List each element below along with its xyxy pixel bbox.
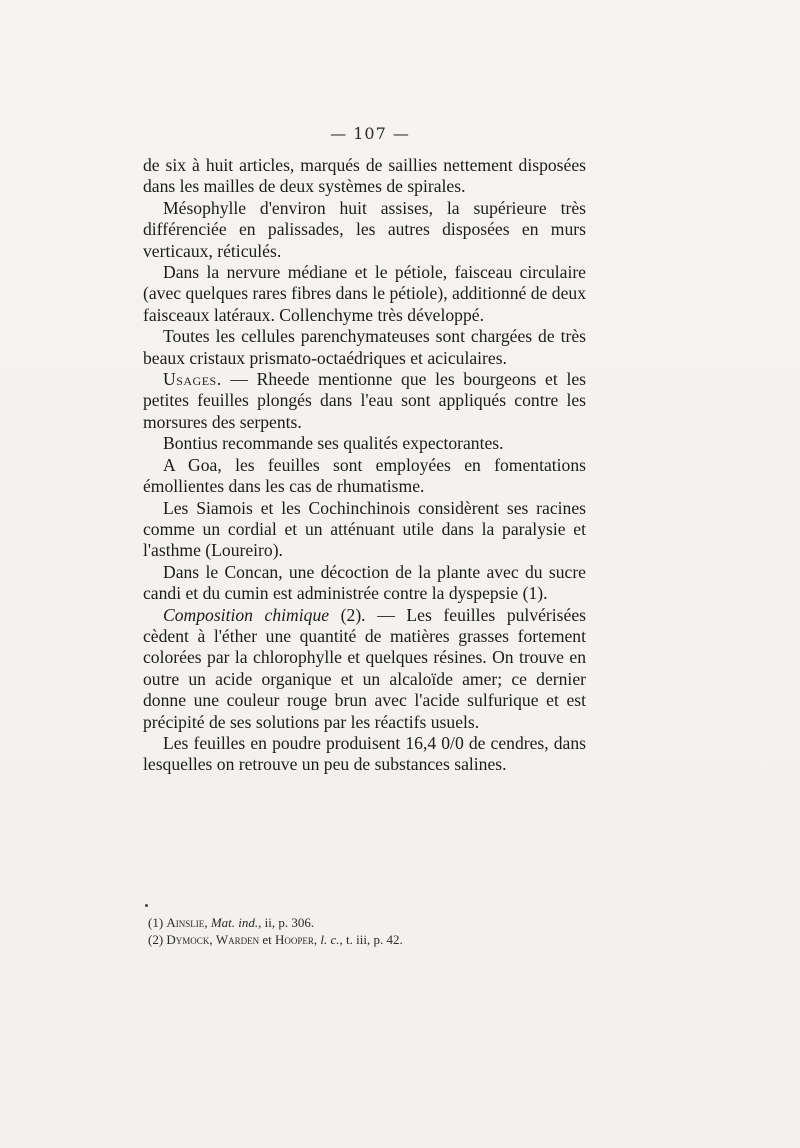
footnote-2 (148, 931, 548, 948)
footnote-2-marker: (2) (148, 932, 167, 947)
paragraph-3: Dans la nervure médiane et le pétiole, faisceau circulaire (avec quelques rares fibres dans le pétiole), additionné de deux faisceaux latéraux. Collenchyme très développé. (143, 262, 586, 325)
footnotes (148, 914, 548, 948)
paragraph-6: Bontius recommande ses qualités expectorantes. (163, 433, 504, 454)
body-text (143, 155, 586, 776)
footnote-2-mid: et (259, 932, 275, 947)
footnote-2-author: Dymock (166, 932, 210, 947)
footnote-1-marker: (1) (148, 915, 167, 930)
footnote-1-author: Ainslie (166, 915, 205, 930)
paragraph-usages-text: — Rheede mentionne que les bourgeons et les petites feuilles plongés dans l'eau sont appliqués contre les morsures des serpents. (143, 369, 586, 432)
footnote-2-author2: Warden (215, 932, 260, 947)
paragraph-8: Les Siamois et les Cochinchinois considèrent ses racines comme un cordial et un atténuant utile dans la paralysie et l'asthme (Loureiro). (143, 497, 586, 561)
footnote-1 (148, 914, 548, 931)
paragraph-1: de six à huit articles, marqués de saillies nettement disposées dans les mailles de deux systèmes de spirales. (143, 155, 586, 197)
paragraph-11: Les feuilles en poudre produisent 16,4 0/0 de cendres, dans lesquelles on retrouve un peu de substances salines. (143, 732, 586, 775)
paragraph-usages (143, 369, 586, 433)
paragraph-9: Dans le Concan, une décoction de la plante avec du sucre candi et du cumin est administrée contre la dyspepsie (1). (143, 561, 586, 604)
footnote-2-rest: , t. iii, p. 42. (339, 932, 403, 947)
paragraph-composition-text: (2). — Les feuilles pulvérisées cèdent à l'éther une quantité de matières grasses fortement colorées par la chlorophylle et quelques résines. On trouve en outre un acide organique et un alcaloïde amer; ce dernier donne une couleur rouge brun avec l'acide sulfurique et est précipité de ses solutions par les réactifs usuels. (143, 604, 586, 732)
paragraph-7: A Goa, les feuilles sont employées en fomentations émollientes dans les cas de rhumatisme. (143, 454, 586, 497)
section-label-composition: Composition chimique (163, 604, 330, 625)
section-label-usages: Usages. (163, 369, 222, 390)
footnote-1-rest: , ii, p. 306. (258, 915, 315, 930)
paragraph-2: Mésophylle d'environ huit assises, la supérieure très différenciée en palissades, les autres disposées en murs verticaux, réticulés. (143, 197, 586, 261)
paragraph-4: Toutes les cellules parenchymateuses sont chargées de très beaux cristaux prismato-octaédriques et aciculaires. (143, 326, 586, 368)
paragraph-composition (143, 605, 586, 733)
footnote-2-author3: Hooper (275, 932, 314, 947)
footnote-2-sep: , (209, 932, 216, 947)
page-number: — 107 — (330, 124, 410, 143)
footnote-separator-mark (145, 904, 148, 907)
footnote-1-sep: , (204, 915, 211, 930)
footnote-2-title: l. c. (320, 932, 340, 947)
footnote-2-sep2: , (313, 932, 321, 947)
footnote-1-title: Mat. ind. (210, 915, 259, 930)
